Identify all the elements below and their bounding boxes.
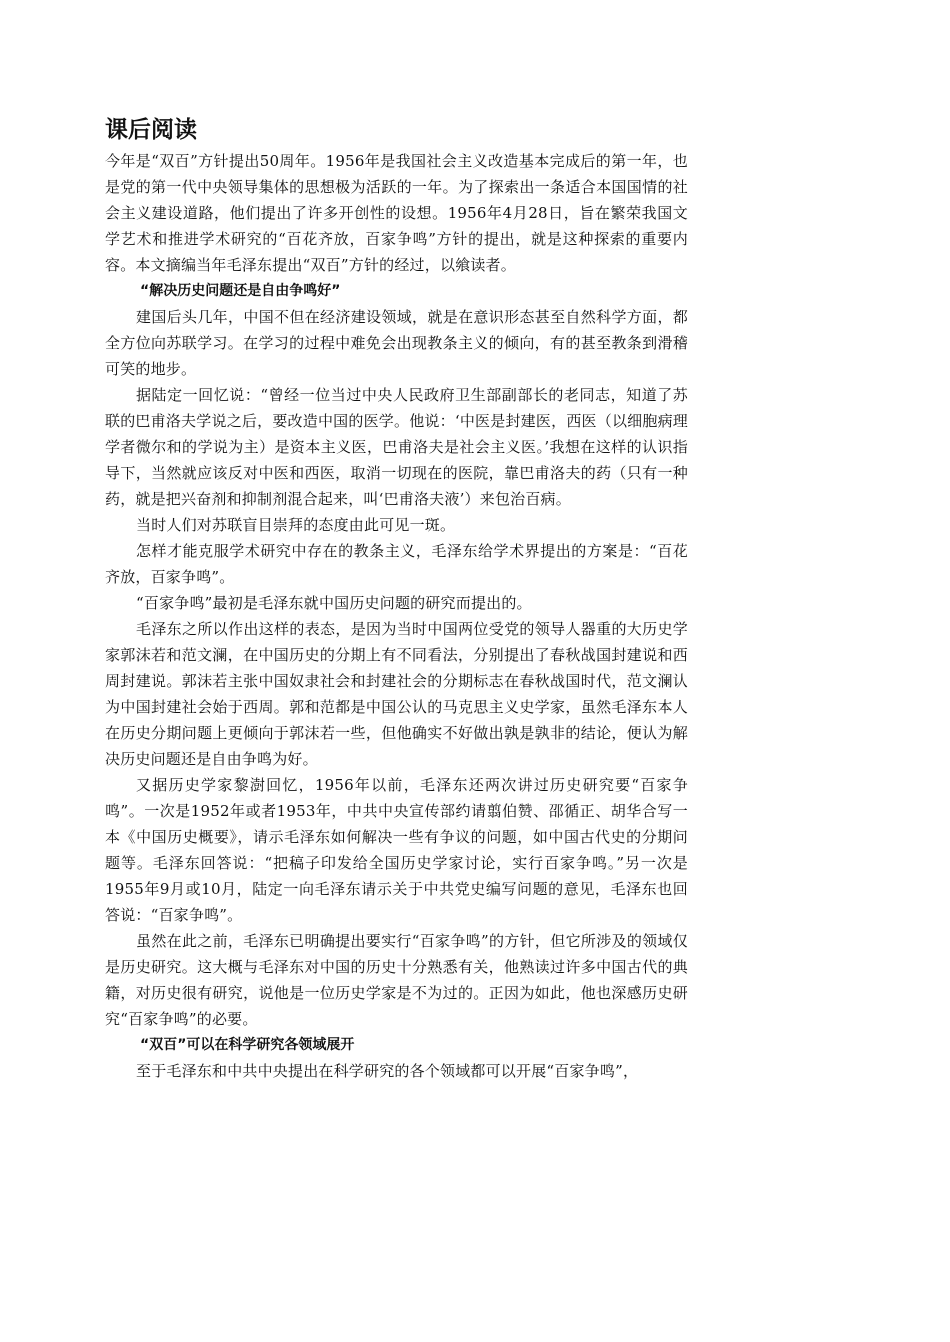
body-paragraph-4: 怎样才能克服学术研究中存在的教条主义，毛泽东给学术界提出的方案是：“百花齐放，百家争鸣”。 (105, 542, 688, 586)
document-page (105, 112, 688, 1084)
body-paragraph-7: 又据历史学家黎澍回忆，1956年以前，毛泽东还两次讲过历史研究要“百家争鸣”。一次是1952年或者1953年，中共中央宣传部约请翦伯赞、邵循正、胡华合写一本《中国历史概要》，请示毛泽东如何解决一些有争议的问题，如中国古代史的分期问题等。毛泽东回答说：“把稿子印发给全国历史学家讨论，实行百家争鸣。”另一次是1955年9月或10月，陆定一向毛泽东请示关于中共党史编写问题的意见，毛泽东也回答说：“百家争鸣”。 (105, 776, 688, 924)
body-paragraph-1: 建国后头几年，中国不但在经济建设领域，就是在意识形态甚至自然科学方面，都全方位向苏联学习。在学习的过程中难免会出现教条主义的倾向，有的甚至教条到滑稽可笑的地步。 (105, 308, 688, 378)
body-paragraph-6: 毛泽东之所以作出这样的表态，是因为当时中国两位受党的领导人器重的大历史学家郭沫若和范文澜，在中国历史的分期上有不同看法，分别提出了春秋战国封建说和西周封建说。郭沫若主张中国奴隶社会和封建社会的分期标志在春秋战国时代，范文澜认为中国封建社会始于西周。郭和范都是中国公认的马克思主义史学家，虽然毛泽东本人在历史分期问题上更倾向于郭沫若一些，但他确实不好做出孰是孰非的结论，便认为解决历史问题还是自由争鸣为好。 (105, 620, 688, 768)
intro-paragraph: 今年是“双百”方针提出50周年。1956年是我国社会主义改造基本完成后的第一年，也是党的第一代中央领导集体的思想极为活跃的一年。为了探索出一条适合本国国情的社会主义建设道路，他们提出了许多开创性的设想。1956年4月28日，旨在繁荣我国文学艺术和推进学术研究的“百花齐放，百家争鸣”方针的提出，就是这种探索的重要内容。本文摘编当年毛泽东提出“双百”方针的经过，以飨读者。 (105, 152, 688, 274)
document-title: 课后阅读 (105, 117, 197, 143)
body-paragraph-3: 当时人们对苏联盲目崇拜的态度由此可见一斑。 (136, 516, 456, 534)
section-heading-2: “双百”可以在科学研究各领域展开 (140, 1037, 355, 1053)
body-paragraph-9: 至于毛泽东和中共中央提出在科学研究的各个领域都可以开展“百家争鸣”， (136, 1062, 639, 1080)
body-paragraph-2: 据陆定一回忆说：“曾经一位当过中央人民政府卫生部副部长的老同志，知道了苏联的巴甫洛夫学说之后，要改造中国的医学。他说：‘中医是封建医，西医（以细胞病理学者微尔和的学说为主）是资本主义医，巴甫洛夫是社会主义医。’我想在这样的认识指导下，当然就应该反对中医和西医，取消一切现在的医院，靠巴甫洛夫的药（只有一种药，就是把兴奋剂和抑制剂混合起来，叫‘巴甫洛夫液’）来包治百病。 (105, 386, 688, 508)
body-paragraph-8: 虽然在此之前，毛泽东已明确提出要实行“百家争鸣”的方针，但它所涉及的领域仅是历史研究。这大概与毛泽东对中国的历史十分熟悉有关，他熟读过许多中国古代的典籍，对历史很有研究，说他是一位历史学家是不为过的。正因为如此，他也深感历史研究“百家争鸣”的必要。 (105, 932, 688, 1028)
section-heading-1: “解决历史问题还是自由争鸣好” (140, 283, 341, 299)
body-paragraph-5: “百家争鸣”最初是毛泽东就中国历史问题的研究而提出的。 (136, 594, 532, 612)
